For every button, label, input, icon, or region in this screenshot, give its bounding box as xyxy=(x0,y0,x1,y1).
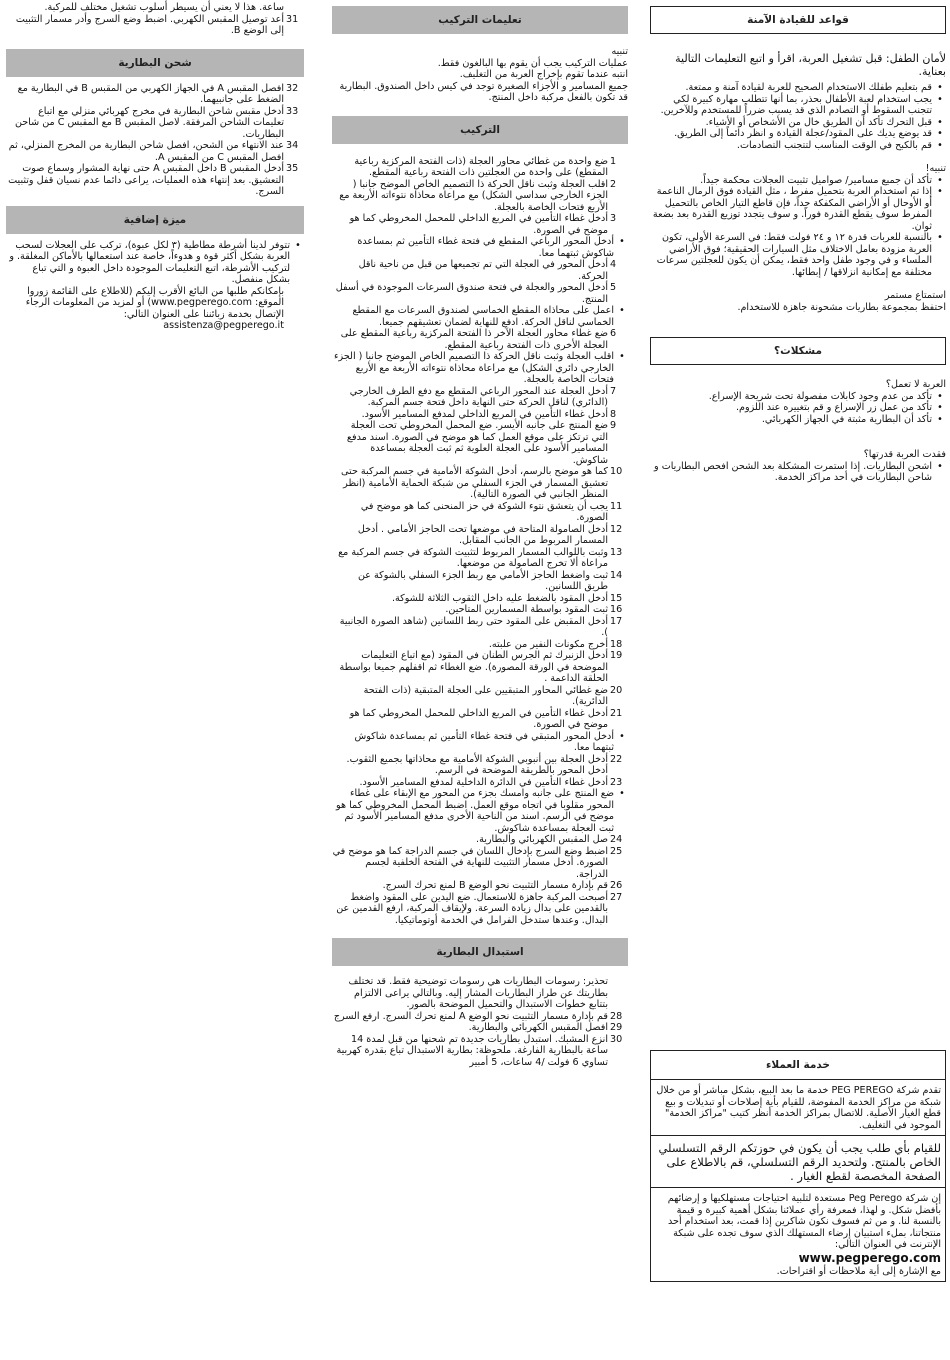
problems-question-2: فقدت العربة قدرتها؟ xyxy=(863,449,946,460)
problems-q2-item xyxy=(650,461,946,484)
safe-driving-item-text: قبل التحرك تأكد أن الطريق خال من الأشخاص أو الأشياء. xyxy=(705,116,932,128)
safe-driving-warning-item-number: • xyxy=(937,232,943,243)
assembly-step-text: ضع واحدة من غطائي محاور العجلة (ذات الفتحة المركزية رباعية المقطع) على واحدة من العجلتين ذات الفتحة رباعية المقطع. xyxy=(354,155,608,178)
assembly-step-number: 7 xyxy=(610,385,617,397)
assembly-step-text: ضع المنتج على جانبه وامسك بجزء من المحور مع الإبقاء على غطاء المحور مقلوبا في اتجاه موقع العمل. اضبط المحمل المخروطي كما هو موضح في الرسم. اسند من الناحية الأخرى مدفع المسامير الأسود ثم ثبت العجلة بمساعدة شاكوش. xyxy=(336,788,614,834)
assembly-step xyxy=(332,547,628,570)
battery-replacement-step-text: تحذير: رسومات البطاريات هي رسومات توضيحية فقط. قد تختلف بطاريتك عن طراز البطاريات المشار إليه. وبالتالي يراعى الالتزام بتتابع خطوات الاستبدال والتحميل الموضحة بالصور. xyxy=(348,976,608,1010)
assembly-step-number: 11 xyxy=(610,500,623,512)
left-intro-item-text: ساعة. هذا لا يعني أن يسيطر أسلوب تشغيل مختلف للمركبة. xyxy=(44,2,284,13)
assembly-step xyxy=(332,639,628,651)
left-intro-item-number xyxy=(284,2,304,14)
problems-q1-item-text: تأكد أن البطارية مثبتة في الجهاز الكهربائي. xyxy=(761,413,932,425)
assembly-step-number: • xyxy=(619,351,625,362)
customer-service-text-3: إن شركة Peg Perego مستعدة لتلبية احتياجات مستهلكيها و إرضائهم بأفضل شكل. و لهذا، فمعرفة رأي عملائنا بشكل أهمية كبيرة و قيمة بالنسبة لنا. و من ثم فسوف نكون شاكرين إذا قمت، بعد استخدام أحد منتجاتنا، بملء استبيان إرضاء المستهلك الذي سوف تجده على شبكة الإنترنت في العنوان التالي: xyxy=(667,1193,941,1250)
extra-feature-item-number xyxy=(284,286,304,321)
safe-driving-item-number: • xyxy=(937,93,943,105)
assembly-step-text: أدخل المقبض على المقود حتى ربط اللسانين (شاهد الصورة الجانبية ). xyxy=(339,615,608,638)
assembly-step-number: 25 xyxy=(610,845,623,857)
left-intro-item xyxy=(6,2,304,14)
assembly-step-number: 6 xyxy=(610,328,617,339)
problems-question-1: العربة لا تعمل؟ xyxy=(885,379,946,390)
assembly-step xyxy=(332,236,628,259)
assembly-step-text: ضع غطائي المحاور المتبقيين على العجلة المتبقية (ذات الفتحة الدائرية). xyxy=(363,684,608,707)
assembly-step-number: 24 xyxy=(610,834,623,845)
continuous-enjoyment-label: استمتاع مستمر xyxy=(884,290,946,301)
right-column xyxy=(650,0,946,1360)
assembly-step xyxy=(332,179,628,214)
assembly-step xyxy=(332,386,628,409)
assembly-step-number: 21 xyxy=(610,707,623,719)
safe-driving-item-number: • xyxy=(937,128,943,139)
extra-feature-item-text: تتوفر لدينا أشرطة مطاطية (٣ لكل عبوة)، تركب على العجلات لسحب العربة بشكل أكثر قوة و هدوءاً، خاصة عند استعمالها بالأماكن المغلقة. و لتركيب الأشرطة، اتبع التعليمات الموجودة داخل العبوة و التي تباع بشكل منفصل. xyxy=(9,239,290,285)
safe-driving-item xyxy=(650,128,946,140)
assembly-instructions-paragraphs xyxy=(332,58,628,104)
battery-charging-step-text: أدخل مقبس شاحن البطارية في مخرج كهربائي منزلي مع اتباع تعليمات الشاحن المرفقة. لاصل المقبس B مع المقبس C من شاحن البطاريات. xyxy=(14,105,284,140)
assembly-step-text: أدخل العجلة بين أنبوبي الشوكة الأمامية مع محاذاتها بجميع الثقوب. أدخل المحور بالطريقة الموضحة في الرسم. xyxy=(346,753,608,776)
battery-charging-header: شحن البطارية xyxy=(6,49,304,77)
battery-charging-step-number: 35 xyxy=(286,163,299,174)
battery-charging-step xyxy=(6,140,304,163)
assembly-step-text: أدخل غطاء التأمين في المربع الداخلي لمدفع المسامير الأسود. xyxy=(361,408,608,420)
assembly-step-text: أخرج مكونات النفير من علبته. xyxy=(488,638,608,650)
assembly-step xyxy=(332,754,628,777)
assembly-step-text: أدخل الزنبرك ثم الجرس الطنان في المقود (مع اتباع التعليمات الموضحة في الورقة المصورة). ضع الغطاء ثم اقفلهم جميعا بواسطة الحلقة الداعمة . xyxy=(339,650,608,684)
customer-service-block-3 xyxy=(650,1188,946,1282)
safe-driving-header: قواعد للقيادة الآمنة xyxy=(650,6,946,34)
assembly-step-text: ثبت واضغط الحاجز الأمامي مع ربط الجزء السفلي بالشوكة عن طريق اللسانين. xyxy=(357,569,608,592)
assembly-step xyxy=(332,604,628,616)
safe-driving-list xyxy=(650,82,946,151)
battery-charging-list xyxy=(6,83,304,198)
assembly-step xyxy=(332,156,628,179)
battery-replacement-step-text: انزع المشبك. استبدل بطاريات جديدة تم شحنها من قبل لمدة 14 ساعة بالبطارية الفارغة. ملحوظة: بطارية الاستبدال تباع بقدرة كهربية تساوي 6 فولت /4 ساعات، 5 أمبير xyxy=(336,1033,608,1068)
assembly-step-text: ضع غطاء محاور العجلة الآخر ذا الفتحة المركزية رباعية المقطع على العجلة الأخرى ذات الفتحة رباعية المقطع. xyxy=(340,328,608,351)
assembly-step xyxy=(332,282,628,305)
assembly-step-number: 12 xyxy=(610,523,623,535)
battery-replacement-step-text: افصل المقبس الكهربائي والبطارية. xyxy=(468,1022,608,1033)
assembly-step-text: أدخل المحور المتبقي في فتحة غطاء التأمين ثم بمساعدة شاكوش ثبتهما معا. xyxy=(354,730,614,753)
assembly-step-text: أدخل المحور في العجلة التي تم تجميعها من قبل من ناحية ناقل الحركة. xyxy=(358,259,608,282)
assembly-step-number: 9 xyxy=(610,420,617,431)
assembly-step xyxy=(332,328,628,351)
assembly-step xyxy=(332,524,628,547)
assembly-step-text: اقلب العجلة وثبت ناقل الحركة ذا التصميم الخاص الموضح جانبا ( الجزء الخارجي دائري الشكل) مع مراعاة محاذاة نتوءاته الأربعة مع الأربع فتحات الخاصة بالعجلة. xyxy=(334,351,614,385)
assembly-step-number: 23 xyxy=(610,776,623,788)
problems-question-2-list xyxy=(650,461,946,484)
problems-question-1-list xyxy=(650,391,946,426)
problems-q1-item-number: • xyxy=(937,413,943,425)
assembly-step-text: اضبط وضع السرج بإدخال اللسان في جسم الدراجة كما هو موضح في الصورة. أدخل مسمار التثبيت للنهاية في الفتحة الخلفية لجسم الدراجة. xyxy=(332,845,608,880)
assembly-step xyxy=(332,788,628,834)
safe-driving-warning-item-number: • xyxy=(937,174,943,186)
left-column xyxy=(6,0,304,1360)
assembly-step-text: أدخل العجلة عند المحور الرباعي المقطع مع دفع الطرف الخارجي (الدائري) لناقل الحركة حتى النهاية داخل فتحة جسم المركبة. xyxy=(349,385,608,408)
assembly-step-number: 2 xyxy=(610,178,617,190)
safe-driving-warning-label: تنبيه! xyxy=(925,163,946,174)
customer-service-block-1 xyxy=(650,1080,946,1136)
continuous-enjoyment-text: احتفظ بمجموعة بطاريات مشحونة جاهزة للاستخدام. xyxy=(737,301,946,313)
extra-feature-list xyxy=(6,240,304,332)
assembly-step-number: 16 xyxy=(610,604,623,615)
battery-charging-step-number: 34 xyxy=(286,140,299,151)
assembly-step xyxy=(332,420,628,466)
assembly-step-text: أدخل المحور الرباعي المقطع في فتحة غطاء التأمين ثم بمساعدة شاكوش ثبتهما معا. xyxy=(357,236,614,259)
assembly-step-number: • xyxy=(619,236,625,247)
assembly-step-number: 19 xyxy=(610,650,623,661)
assembly-step-text: أدخل غطاء التأمين في المربع الداخلي للمحمل المخروطي كما هو موضح في الصورة. xyxy=(349,707,608,730)
assembly-header: التركيب xyxy=(332,116,628,144)
safe-driving-item-number: • xyxy=(937,139,943,151)
safe-driving-item-text: قم بالكبح في الوقت المناسب لتتجنب التصادمات. xyxy=(736,139,932,151)
assembly-step-text: ثبت المقود بواسطة المسمارين المتاحين. xyxy=(445,604,608,615)
assembly-step xyxy=(332,777,628,789)
safe-driving-warning-item xyxy=(650,186,946,232)
assembly-step-text: اقلب العجلة وثبت ناقل الحركة ذا التصميم الخاص الموضح جانبا ( الجزء الخارجي سداسي الشكل) مع مراعاة محاذاة نتوءاته الأربعة مع الأربع فتحات الخاصة بالعجلة. xyxy=(339,178,608,213)
assembly-step-number: 18 xyxy=(610,638,623,650)
assembly-step xyxy=(332,305,628,328)
assembly-step xyxy=(332,259,628,282)
problems-q1-item-text: تأكد من عدم وجود كابلات مفصولة تحت شريحة الإسراع. xyxy=(708,390,932,402)
battery-replacement-step xyxy=(332,1022,628,1034)
problems-q1-item-text: تأكد من عمل زر الإسراع و قم بتغييره عند اللزوم. xyxy=(736,402,932,413)
assembly-step-number: 8 xyxy=(610,408,617,420)
assembly-step xyxy=(332,409,628,421)
safe-driving-warning-item xyxy=(650,232,946,278)
safe-driving-intro: لأمان الطفل: قبل تشغيل العربة، اقرأ و اتبع التعليمات التالية بعناية. xyxy=(675,52,946,78)
assembly-instructions-paragraph: انتبه عندما تقوم بإخراج العربة من التغليف. xyxy=(459,69,628,80)
safe-driving-item-number: • xyxy=(937,82,943,93)
assembly-step-text: أصبحت المركبة جاهزة للاستعمال. ضع اليدين على المقود واضغط بالقدمين على بدال زيادة السرعة. ولإيقاف المركبة، ارفع القدمين عن البدال. وعندها ستدخل الفرامل في الخدمة أوتوماتيكيا. xyxy=(336,891,608,926)
assembly-step-text: وثبت باللوالب المسمار المربوط لتثبيت الشوكة في جسم المركبة مع مراعاة ألا تخرج الصامولة من موضعها. xyxy=(338,546,608,569)
battery-replacement-step-number: 30 xyxy=(610,1033,623,1045)
safe-driving-item-text: قم بتعليم طفلك الاستخدام الصحيح للعربة لقيادة آمنة و ممتعة. xyxy=(685,82,932,93)
safe-driving-item xyxy=(650,117,946,129)
battery-replacement-step xyxy=(332,976,628,1011)
assembly-step xyxy=(332,834,628,846)
assembly-step-number: • xyxy=(619,788,625,799)
safe-driving-item-text: قد يوضع يديك على المقود/عجلة القيادة و انظر دائماً إلى الطريق. xyxy=(674,128,932,139)
safe-driving-item xyxy=(650,140,946,152)
extra-feature-item-number: • xyxy=(295,239,301,251)
assembly-step-text: يجب أن يتعشق نتوء الشوكة في حز المنحنى كما هو موضح في الصورة. xyxy=(360,500,608,523)
extra-feature-item-text: بإمكانكم طلبها من البائع الأقرب إليكم (للاطلاع على القائمة زوروا الموقع: www.pegperego.com) أو لمزيد من المعلومات الرجاء الإتصال بخدمة زبائننا على العنوان التالي: xyxy=(25,285,284,320)
assembly-step-text: ضع المنتج على جانبه الأيسر. ضع المحمل المخروطي تحت العجلة التي ترتكز على موقع العمل كما هو موضح في الصورة. اسند مدفع المسامير الأسود على العجلة العلوية ثم ثبت العجلة بمساعدة شاكوش. xyxy=(346,420,608,466)
assembly-step-text: قم بإدارة مسمار التثبيت نحو الوضع B لمنع تحرك السرج. xyxy=(382,880,608,891)
assembly-step-text: صل المقبس الكهربائي والبطارية. xyxy=(476,834,608,845)
assembly-step-number: 17 xyxy=(610,615,623,627)
assembly-step-number: 13 xyxy=(610,546,623,558)
left-intro-item-text: أعد توصيل المقبس الكهربي. اضبط وضع السرج وأدر مسمار التثبيت إلى الوضع B. xyxy=(15,13,284,36)
assembly-step-text: اعمل على محاذاة المقطع الخماسي لصندوق السرعات مع المقطع الخماسي لناقل الحركة. ادفع للنهاية لضمان تعشيقهم جميعا. xyxy=(352,305,614,328)
assembly-step-number: 22 xyxy=(610,753,623,765)
assembly-step xyxy=(332,466,628,501)
safe-driving-item-number: • xyxy=(937,116,943,128)
assembly-step-text: أدخل غطاء التأمين في الدائرة الداخلية لمدفع المسامير الأسود. xyxy=(359,776,608,788)
assembly-instructions-header: تعليمات التركيب xyxy=(332,6,628,34)
customer-service-text-2: للقيام بأي طلب يجب أن يكون في حوزتكم الرقم التسلسلي الخاص بالمنتج. ولتحديد الرقم التسلسلي، قم بالاطلاع على الصفحة المخصصة لقطع الغيار . xyxy=(658,1141,941,1183)
problems-q1-item-number: • xyxy=(937,402,943,413)
battery-replacement-step-text: قم بإدارة مسمار التثبيت نحو الوضع A لمنع تحرك السرج. ارفع السرج xyxy=(333,1010,608,1022)
problems-q1-item xyxy=(650,414,946,426)
assembly-step-number: 20 xyxy=(610,684,623,696)
battery-replacement-header: استبدال البطارية xyxy=(332,938,628,966)
left-intro-item xyxy=(6,14,304,37)
assembly-step xyxy=(332,731,628,754)
assembly-step-text: أدخل غطاء التأمين في المربع الداخلي للمحمل المخروطي كما هو موضح في الصورة. xyxy=(349,213,608,236)
battery-charging-step-text: عند الانتهاء من الشحن، افصل شاحن البطارية من المخرج المنزلي، ثم افصل المقبس C من المقبس A. xyxy=(8,140,284,163)
assembly-step-number: 15 xyxy=(610,592,623,604)
assembly-step-number: 3 xyxy=(610,213,617,224)
battery-replacement-step-number: 29 xyxy=(610,1022,623,1033)
assembly-step-text: كما هو موضح بالرسم، أدخل الشوكة الأمامية في جسم المركبة حتى تعشيق المسمار في الجزء السفلي من شبكة الحماية الأمامية (انظر المنظر الجانبي في الصورة التالية). xyxy=(341,466,608,500)
problems-q1-item xyxy=(650,391,946,403)
assembly-step-number: 26 xyxy=(610,880,623,891)
assembly-step-number: 27 xyxy=(610,891,623,903)
battery-charging-step-number: 32 xyxy=(286,82,299,94)
battery-replacement-step xyxy=(332,1034,628,1069)
assembly-instructions-paragraph: عمليات التركيب يجب أن يقوم بها البالغون فقط. xyxy=(437,57,628,69)
assembly-steps-list xyxy=(332,156,628,927)
left-intro-list xyxy=(6,0,304,37)
safe-driving-warning-item xyxy=(650,175,946,187)
assembly-step xyxy=(332,213,628,236)
assembly-step xyxy=(332,501,628,524)
assembly-step xyxy=(332,351,628,386)
customer-service-section xyxy=(650,1050,946,1282)
battery-replacement-list xyxy=(332,976,628,1068)
assembly-step xyxy=(332,892,628,927)
assembly-step-number: • xyxy=(619,305,625,316)
extra-feature-header: ميزة إضافية xyxy=(6,206,304,234)
problems-q1-item xyxy=(650,402,946,414)
problems-header: مشكلات؟ xyxy=(650,337,946,365)
assembly-step xyxy=(332,708,628,731)
assembly-step-number: 1 xyxy=(610,155,617,167)
safe-driving-item xyxy=(650,94,946,117)
assembly-step xyxy=(332,880,628,892)
problems-q2-item-text: اشحن البطاريات. إذا استمرت المشكلة بعد الشحن افحص البطاريات و شاحن البطاريات في أحد مراكز الخدمة. xyxy=(654,460,932,483)
battery-replacement-step xyxy=(332,1011,628,1023)
extra-feature-item-text: assistenza@pegperego.it xyxy=(163,320,284,331)
assembly-instructions-paragraph: جميع المسامير و الأجزاء الصغيرة توجد في كيس داخل الصندوق. البطارية قد تكون بالفعل مركبة داخل المنتج. xyxy=(339,80,628,103)
safe-driving-warning-item-text: بالنسبة للعربات قدرة ١٢ و ٢٤ فولت فقط: في السرعة الأولى، تكون العربة مزودة بعامل الاختلاف مثل السيارات الحقيقية؛ فوق الأراضي الملساء و في وجود طفل واحد فقط، يمكن أن يكون للعجلتين سرعات مختلفة مع إمكانية انزلاقها / إبطائها. xyxy=(656,232,932,278)
assembly-step-number: 10 xyxy=(610,466,623,477)
customer-service-text-3-end: مع الإشارة إلى أية ملاحظات أو اقتراحات. xyxy=(776,1265,941,1277)
problems-q1-item-number: • xyxy=(937,390,943,402)
extra-feature-item-number xyxy=(284,320,304,332)
customer-service-text-1: تقدم شركة PEG PEREGO خدمة ما بعد البيع، بشكل مباشر أو من خلال شبكة من مراكز الخدمة المفوضة، للقيام بأية إصلاحات أو تبديلات و بيع قطع الغيار الأصلية. للاتصال بمراكز الخدمة أنظر كتيب "مراكز الخدمة" الموجود في التغليف. xyxy=(656,1085,941,1131)
safe-driving-item-text: يجب استخدام لعبة الأطفال بحذر، بما أنها تتطلب مهارة كبيرة لكي تتجنب السقوط أو التصادم الذي قد يسبب ضرراً للمستخدم وللآخرين. xyxy=(660,93,932,116)
assembly-step xyxy=(332,593,628,605)
battery-replacement-step-number: 28 xyxy=(610,1010,623,1022)
middle-column xyxy=(332,0,628,1360)
battery-charging-step xyxy=(6,83,304,106)
extra-feature-item xyxy=(6,320,304,332)
customer-service-header: خدمة العملاء xyxy=(650,1050,946,1080)
assembly-step-number: 5 xyxy=(610,282,617,293)
safe-driving-warning-item-text: إذا تم استخدام العربة بتحميل مفرط ، مثل القيادة فوق الرمال الناعمة أو الأوحال أو الأراضي المكفكة جداً، فإن قاطع التيار الخاص بالتحميل المفرط سوف يقطع القدرة فوراً. و سوف يتجدد توزيع القدرة بعد بضعة ثوان. xyxy=(652,186,932,232)
left-intro-item-number: 31 xyxy=(286,13,299,25)
assembly-step-number: • xyxy=(619,730,625,742)
assembly-step-text: أدخل الصامولة المتاحة في موضعها تحت الحاجز الأمامي . أدخل المسمار المربوط من الجانب المقابل. xyxy=(357,523,608,546)
assembly-step xyxy=(332,570,628,593)
assembly-step xyxy=(332,685,628,708)
battery-charging-step-text: افصل المقبس A في الجهاز الكهربي من المقبس B في البطارية مع الضغط على جانبيهما. xyxy=(17,82,284,105)
battery-charging-step-number: 33 xyxy=(286,105,299,117)
safe-driving-warning-list xyxy=(650,175,946,279)
customer-service-url[interactable]: www.pegperego.com xyxy=(798,1250,941,1265)
assembly-step xyxy=(332,616,628,639)
problems-q2-item-number: • xyxy=(937,460,943,472)
battery-charging-step-text: أدخل المقبس B داخل المقبس A حتى نهاية المشوار وسماع صوت التعشيق. بعد إنتهاء هذه العمليات، يراعى دائما عدم نسيان قفل وتثبيت السرج. xyxy=(8,163,284,197)
battery-replacement-step-number xyxy=(608,976,628,1011)
battery-charging-step xyxy=(6,106,304,141)
assembly-warning-label: تنبيه xyxy=(611,46,628,57)
assembly-step-text: أدخل المحور والعجلة في فتحة صندوق السرعات الموجودة في أسفل المنتج. xyxy=(335,282,608,305)
assembly-step xyxy=(332,846,628,881)
battery-charging-step xyxy=(6,163,304,198)
assembly-step xyxy=(332,650,628,685)
assembly-step-number: 14 xyxy=(610,569,623,581)
extra-feature-item xyxy=(6,286,304,321)
assembly-step-number: 4 xyxy=(610,259,617,270)
extra-feature-item xyxy=(6,240,304,286)
safe-driving-item xyxy=(650,82,946,94)
customer-service-block-2 xyxy=(650,1136,946,1188)
safe-driving-warning-item-number: • xyxy=(937,186,943,197)
safe-driving-warning-item-text: تأكد أن جميع مسامير/ صواميل تثبيت العجلات محكمة جيداً. xyxy=(700,174,932,186)
assembly-step-text: أدخل المقود بالضغط عليه داخل الثقوب الثلاثة للشوكة. xyxy=(391,592,608,604)
